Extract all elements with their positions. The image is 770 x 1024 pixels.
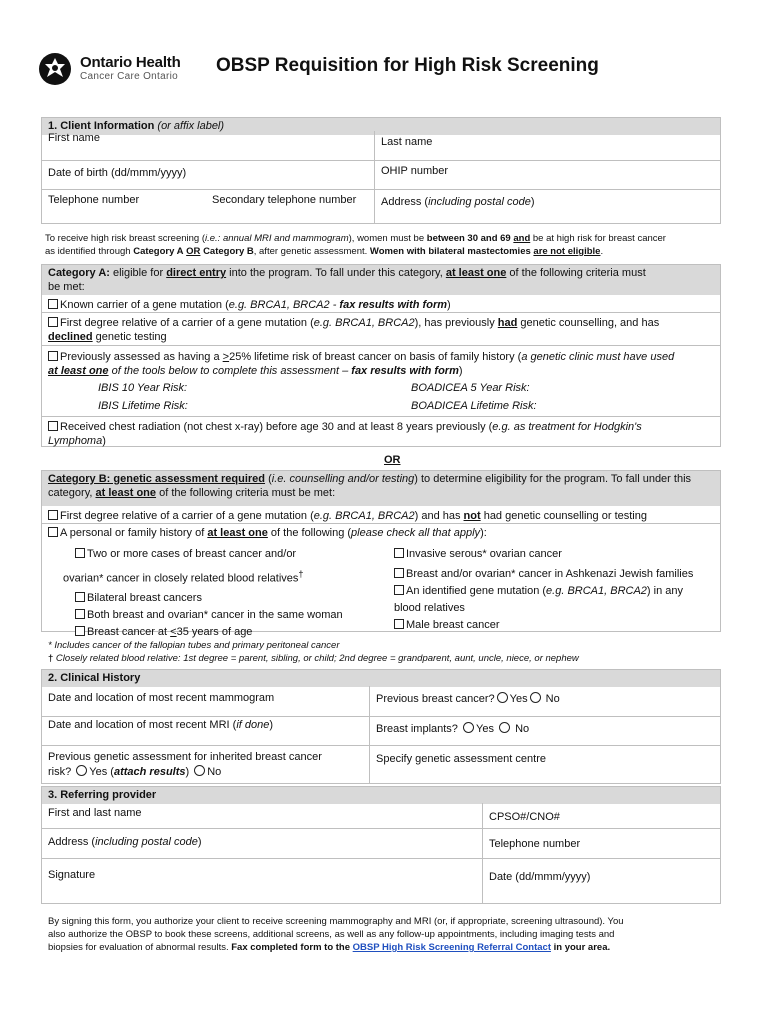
phone-field[interactable]: Telephone number bbox=[48, 194, 140, 206]
ohip-field[interactable]: OHIP number bbox=[381, 165, 449, 177]
checkbox[interactable] bbox=[75, 548, 85, 558]
address-field[interactable]: Address (including postal code) bbox=[381, 196, 535, 208]
implants-no-radio[interactable] bbox=[499, 722, 510, 733]
boadicea-5-field[interactable]: BOADICEA 5 Year Risk: bbox=[411, 382, 530, 394]
org-subname: Cancer Care Ontario bbox=[80, 71, 178, 82]
option-early-breast[interactable]: Breast cancer at <35 years of age bbox=[75, 624, 375, 641]
cat-a-criterion-2[interactable]: First degree relative of a carrier of a gene mutation (e.g. BRCA1, BRCA2), has previously had genetic counselling, and has declined genetic testing bbox=[48, 317, 660, 343]
prev-cancer-question: Previous breast cancer? Yes No bbox=[376, 693, 560, 705]
genetic-yes-radio[interactable] bbox=[76, 765, 87, 776]
option-bilateral[interactable]: Bilateral breast cancers bbox=[75, 590, 375, 607]
cat-a-criterion-1[interactable]: Known carrier of a gene mutation (e.g. BRCA1, BRCA2 - fax results with form) bbox=[41, 296, 721, 314]
footnote-2: † Closely related blood relative: 1st degree = parent, sibling, or child; 2nd degree = grandparent, aunt, uncle, niece, or nephew bbox=[48, 653, 579, 664]
prev-cancer-yes-radio[interactable] bbox=[497, 692, 508, 703]
page-title: OBSP Requisition for High Risk Screening bbox=[216, 55, 599, 76]
implants-question: Breast implants? Yes No bbox=[376, 723, 530, 735]
signature-date-field[interactable]: Date (dd/mmm/yyyy) bbox=[489, 871, 591, 883]
option-ashkenazi[interactable]: Breast and/or ovarian* cancer in Ashkenazi Jewish families bbox=[394, 566, 720, 583]
genetic-assessment-question: Previous genetic assessment for inherited breast cancer risk? Yes (attach results) No bbox=[48, 751, 322, 778]
implants-yes-radio[interactable] bbox=[463, 722, 474, 733]
referral-contact-link[interactable]: OBSP High Risk Screening Referral Contact bbox=[352, 942, 551, 953]
mammogram-field[interactable]: Date and location of most recent mammogram bbox=[48, 692, 275, 704]
prev-cancer-no-radio[interactable] bbox=[530, 692, 541, 703]
checkbox[interactable] bbox=[75, 626, 85, 636]
option-both-breast-ovarian[interactable]: Both breast and ovarian* cancer in the same woman bbox=[75, 607, 375, 624]
checkbox[interactable] bbox=[394, 619, 404, 629]
provider-phone-field[interactable]: Telephone number bbox=[489, 838, 581, 850]
option-gene-mutation[interactable]: An identified gene mutation (e.g. BRCA1, BRCA2) in any bbox=[394, 583, 720, 600]
option-two-or-more[interactable]: Two or more cases of breast cancer and/or bbox=[75, 546, 375, 563]
checkbox[interactable] bbox=[394, 568, 404, 578]
checkbox[interactable] bbox=[48, 421, 58, 431]
cpso-field[interactable]: CPSO#/CNO# bbox=[489, 811, 560, 823]
genetic-no-radio[interactable] bbox=[194, 765, 205, 776]
checkbox[interactable] bbox=[48, 299, 58, 309]
checkbox[interactable] bbox=[394, 585, 404, 595]
option-serous[interactable]: Invasive serous* ovarian cancer bbox=[394, 546, 720, 563]
ibis-lifetime-field[interactable]: IBIS Lifetime Risk: bbox=[98, 400, 188, 412]
first-name-field[interactable]: First name bbox=[48, 132, 100, 144]
footnote-1: * Includes cancer of the fallopian tubes and primary peritoneal cancer bbox=[48, 640, 340, 651]
clinical-section-header: 2. Clinical History bbox=[41, 669, 721, 687]
checkbox[interactable] bbox=[75, 592, 85, 602]
dob-field[interactable]: Date of birth (dd/mmm/yyyy) bbox=[48, 167, 187, 179]
checkbox[interactable] bbox=[48, 527, 58, 537]
checkbox[interactable] bbox=[48, 351, 58, 361]
eligibility-text: To receive high risk breast screening (i.e.: annual MRI and mammogram), women must be between 30 and 69 and be at high risk for breast cancer as identified through Category A OR Category B, after genetic assessment. Women with bilateral mastectomies are not eligible. bbox=[45, 233, 666, 257]
cat-a-criterion-3[interactable]: Previously assessed as having a >25% lifetime risk of breast cancer on basis of family history (a genetic clinic must have used at least one of the tools below to complete this assessment – fax results with form) bbox=[48, 351, 675, 377]
phone2-field[interactable]: Secondary telephone number bbox=[212, 194, 357, 206]
org-name: Ontario Health bbox=[80, 54, 181, 71]
referring-section-header: 3. Referring provider bbox=[41, 786, 721, 804]
or-separator: OR bbox=[384, 454, 401, 466]
cat-b-criterion-2[interactable]: A personal or family history of at least one of the following (please check all that apply): bbox=[41, 524, 721, 542]
provider-name-field[interactable]: First and last name bbox=[48, 807, 142, 819]
checkbox[interactable] bbox=[48, 317, 58, 327]
ibis-10-field[interactable]: IBIS 10 Year Risk: bbox=[98, 382, 188, 394]
category-b-header: Category B: genetic assessment required (i.e. counselling and/or testing) to determine eligibility for the program. To fall under this category, at least one of the following criteria must be met: bbox=[41, 470, 721, 506]
cat-b-right-options: Invasive serous* ovarian cancer Breast and/or ovarian* cancer in Ashkenazi Jewish families An identified gene mutation (e.g. BRCA1, BRCA2) in any blood relatives Male breast cancer bbox=[394, 546, 720, 634]
checkbox[interactable] bbox=[48, 510, 58, 520]
checkbox[interactable] bbox=[394, 548, 404, 558]
mri-field[interactable]: Date and location of most recent MRI (if done) bbox=[48, 719, 274, 731]
cat-b-left-options: Two or more cases of breast cancer and/or ovarian* cancer in closely related blood relatives† Bilateral breast cancers Both breast and ovarian* cancer in the same woman Breast cancer at <35 years of age bbox=[75, 546, 375, 641]
last-name-field[interactable]: Last name bbox=[381, 136, 433, 148]
category-a-header: Category A: eligible for direct entry into the program. To fall under this category, at least one of the following criteria must be met: bbox=[41, 264, 721, 295]
signature-field[interactable]: Signature bbox=[48, 869, 96, 881]
consent-text: By signing this form, you authorize your client to receive screening mammography and MRI (or, if appropriate, screening ultrasound). You also authorize the OBSP to book these screens, additional screens, as well as any follow-up appointments, including imaging tests and biopsies for evaluation of abnormal results. Fax completed form to the OBSP High Risk Screening Referral Contact in your area. bbox=[48, 916, 624, 953]
genetic-centre-field[interactable]: Specify genetic assessment centre bbox=[376, 753, 546, 765]
cat-b-criterion-1[interactable]: First degree relative of a carrier of a gene mutation (e.g. BRCA1, BRCA2) and has not had genetic counselling or testing bbox=[41, 507, 721, 525]
ontario-health-logo bbox=[38, 52, 72, 86]
option-male[interactable]: Male breast cancer bbox=[394, 617, 720, 634]
cat-a-criterion-4[interactable]: Received chest radiation (not chest x-ray) before age 30 and at least 8 years previously (e.g. as treatment for Hodgkin's Lymphoma) bbox=[48, 421, 642, 447]
client-section-header: 1. Client Information (or affix label) bbox=[41, 117, 721, 135]
checkbox[interactable] bbox=[75, 609, 85, 619]
provider-address-field[interactable]: Address (including postal code) bbox=[48, 836, 202, 848]
boadicea-lifetime-field[interactable]: BOADICEA Lifetime Risk: bbox=[411, 400, 537, 412]
